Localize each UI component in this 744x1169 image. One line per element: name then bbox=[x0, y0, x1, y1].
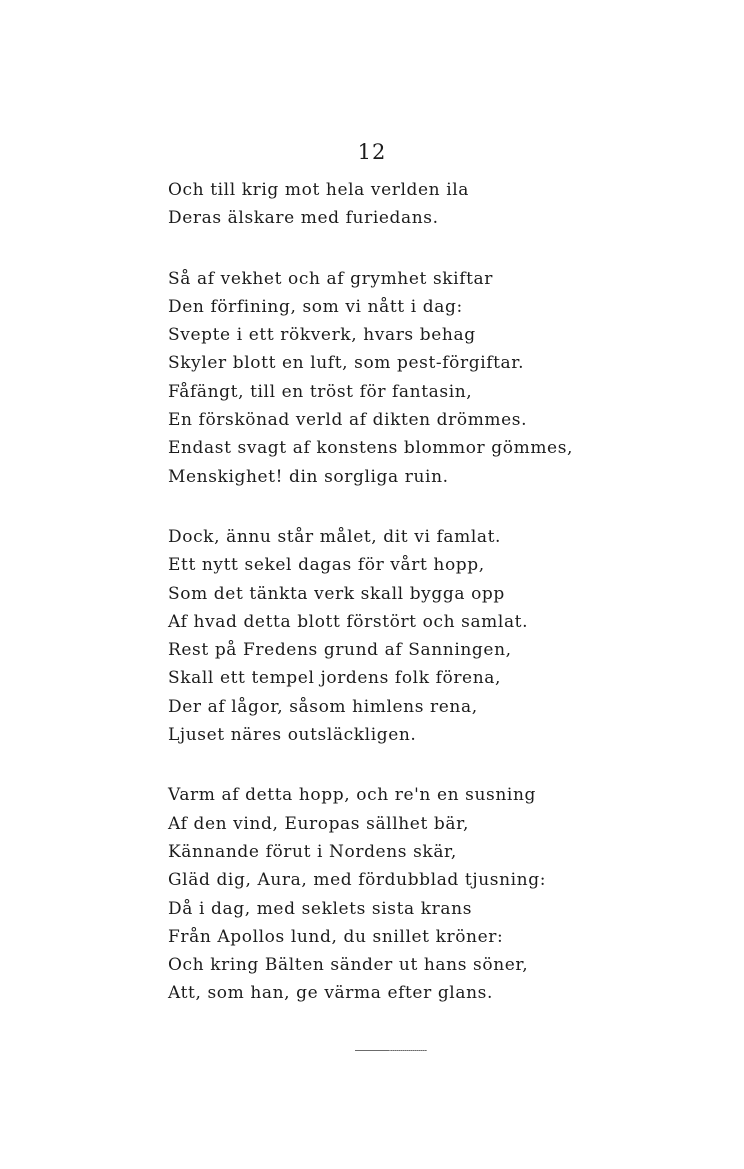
poem-line: Skall ett tempel jordens folk förena, bbox=[168, 668, 502, 689]
poem-line: Ljuset näres outsläckligen. bbox=[168, 725, 417, 746]
stanza-3 bbox=[168, 523, 588, 749]
poem-line: Som det tänkta verk skall bygga opp bbox=[168, 583, 505, 604]
poem-line: Ett nytt sekel dagas för vårt hopp, bbox=[168, 555, 485, 576]
poem-line: Då i dag, med seklets sista krans bbox=[168, 898, 473, 919]
poem-line: Den förfining, som vi nått i dag: bbox=[168, 296, 463, 317]
poem-line: Rest på Fredens grund af Sanningen, bbox=[168, 640, 512, 661]
stanza-2 bbox=[168, 265, 588, 491]
poem-line: Af hvad detta blott förstört och samlat. bbox=[168, 611, 529, 632]
poem-line: Gläd dig, Aura, med fördubblad tjusning: bbox=[168, 870, 547, 891]
poem-line: Dock, ännu står målet, dit vi famlat. bbox=[168, 526, 502, 547]
poem-line: Fåfängt, till en tröst för fantasin, bbox=[168, 381, 473, 402]
poem-line: En förskönad verld af dikten drömmes. bbox=[168, 410, 528, 431]
poem-line: Svepte i ett rökverk, hvars behag bbox=[168, 325, 476, 346]
poem-line: Skyler blott en luft, som pest-förgiftar. bbox=[168, 353, 525, 374]
poem-line: Deras älskare med furiedans. bbox=[168, 208, 439, 229]
poem-line: Endast svagt af konstens blommor gömmes, bbox=[168, 438, 574, 459]
poem-line: Så af vekhet och af grymhet skiftar bbox=[168, 268, 493, 289]
stanza-1 bbox=[168, 176, 588, 233]
page-number: 12 bbox=[357, 140, 387, 164]
poem-line: Att, som han, ge värma efter glans. bbox=[168, 983, 493, 1004]
poem-line: Der af lågor, såsom himlens rena, bbox=[168, 696, 478, 717]
poem-line: Menskighet! din sorgliga ruin. bbox=[168, 466, 449, 487]
poem-line: Varm af detta hopp, och re'n en susning bbox=[168, 785, 536, 806]
poem-line: Och till krig mot hela verlden ila bbox=[168, 180, 470, 200]
poem-line: Kännande förut i Nordens skär, bbox=[168, 841, 457, 862]
poem-line: Af den vind, Europas sällhet bär, bbox=[168, 813, 469, 834]
poem bbox=[168, 176, 588, 1040]
poem-line: Och kring Bälten sänder ut hans söner, bbox=[168, 955, 529, 976]
end-divider bbox=[355, 1050, 427, 1051]
stanza-4 bbox=[168, 781, 588, 1007]
poem-line: Från Apollos lund, du snillet kröner: bbox=[168, 926, 504, 947]
